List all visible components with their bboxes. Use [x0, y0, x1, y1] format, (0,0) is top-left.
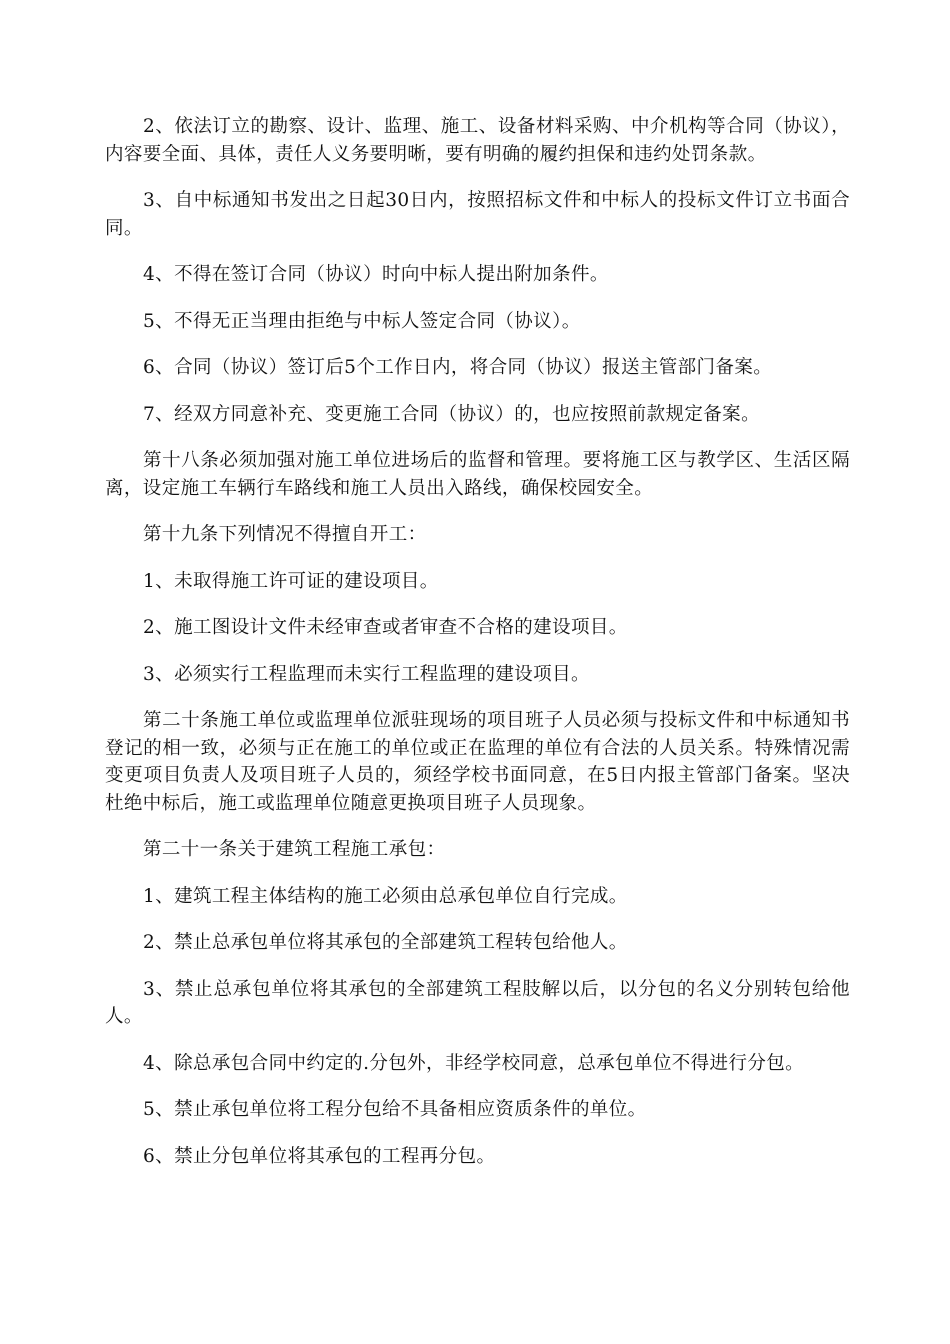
paragraph-article-21: 第二十一条关于建筑工程施工承包： [143, 839, 446, 860]
document-body [105, 113, 850, 1189]
paragraph-article-21-item-3: 3、禁止总承包单位将其承包的全部建筑工程肢解以后，以分包的名义分别转包给他人。 [105, 978, 850, 1027]
paragraph-article-21-item-5: 5、禁止承包单位将工程分包给不具备相应资质条件的单位。 [143, 1099, 647, 1120]
paragraph-contract-item-2: 2、依法订立的勘察、设计、监理、施工、设备材料采购、中介机构等合同（协议），内容要全面、具体，责任人义务要明晰，要有明确的履约担保和违约处罚条款。 [105, 116, 850, 165]
paragraph-article-20: 第二十条施工单位或监理单位派驻现场的项目班子人员必须与投标文件和中标通知书登记的相一致，必须与正在施工的单位或正在监理的单位有合法的人员关系。特殊情况需变更项目负责人及项目班子人员的，须经学校书面同意，在5日内报主管部门备案。坚决杜绝中标后，施工或监理单位随意更换项目班子人员现象。 [105, 710, 850, 814]
paragraph-article-18: 第十八条必须加强对施工单位进场后的监督和管理。要将施工区与教学区、生活区隔离，设定施工车辆行车路线和施工人员出入路线，确保校园安全。 [105, 450, 850, 499]
paragraph-article-19: 第十九条下列情况不得擅自开工： [143, 524, 427, 545]
paragraph-contract-item-4: 4、不得在签订合同（协议）时向中标人提出附加条件。 [143, 264, 609, 285]
paragraph-article-19-item-3: 3、必须实行工程监理而未实行工程监理的建设项目。 [143, 663, 590, 685]
paragraph-contract-item-3: 3、自中标通知书发出之日起30日内，按照招标文件和中标人的投标文件订立书面合同。 [105, 190, 850, 239]
paragraph-article-21-item-6: 6、禁止分包单位将其承包的工程再分包。 [143, 1145, 496, 1167]
paragraph-article-21-item-4: 4、除总承包合同中约定的.分包外，非经学校同意，总承包单位不得进行分包。 [143, 1052, 805, 1074]
paragraph-contract-item-6: 6、合同（协议）签订后5个工作日内，将合同（协议）报送主管部门备案。 [143, 357, 773, 378]
paragraph-article-21-item-2: 2、禁止总承包单位将其承包的全部建筑工程转包给他人。 [143, 932, 628, 953]
paragraph-contract-item-5: 5、不得无正当理由拒绝与中标人签定合同（协议）。 [143, 310, 581, 332]
paragraph-article-19-item-1: 1、未取得施工许可证的建设项目。 [143, 570, 439, 592]
paragraph-article-19-item-2: 2、施工图设计文件未经审查或者审查不合格的建设项目。 [143, 617, 628, 638]
paragraph-article-21-item-1: 1、建筑工程主体结构的施工必须由总承包单位自行完成。 [143, 885, 628, 907]
paragraph-contract-item-7: 7、经双方同意补充、变更施工合同（协议）的，也应按照前款规定备案。 [143, 403, 760, 425]
